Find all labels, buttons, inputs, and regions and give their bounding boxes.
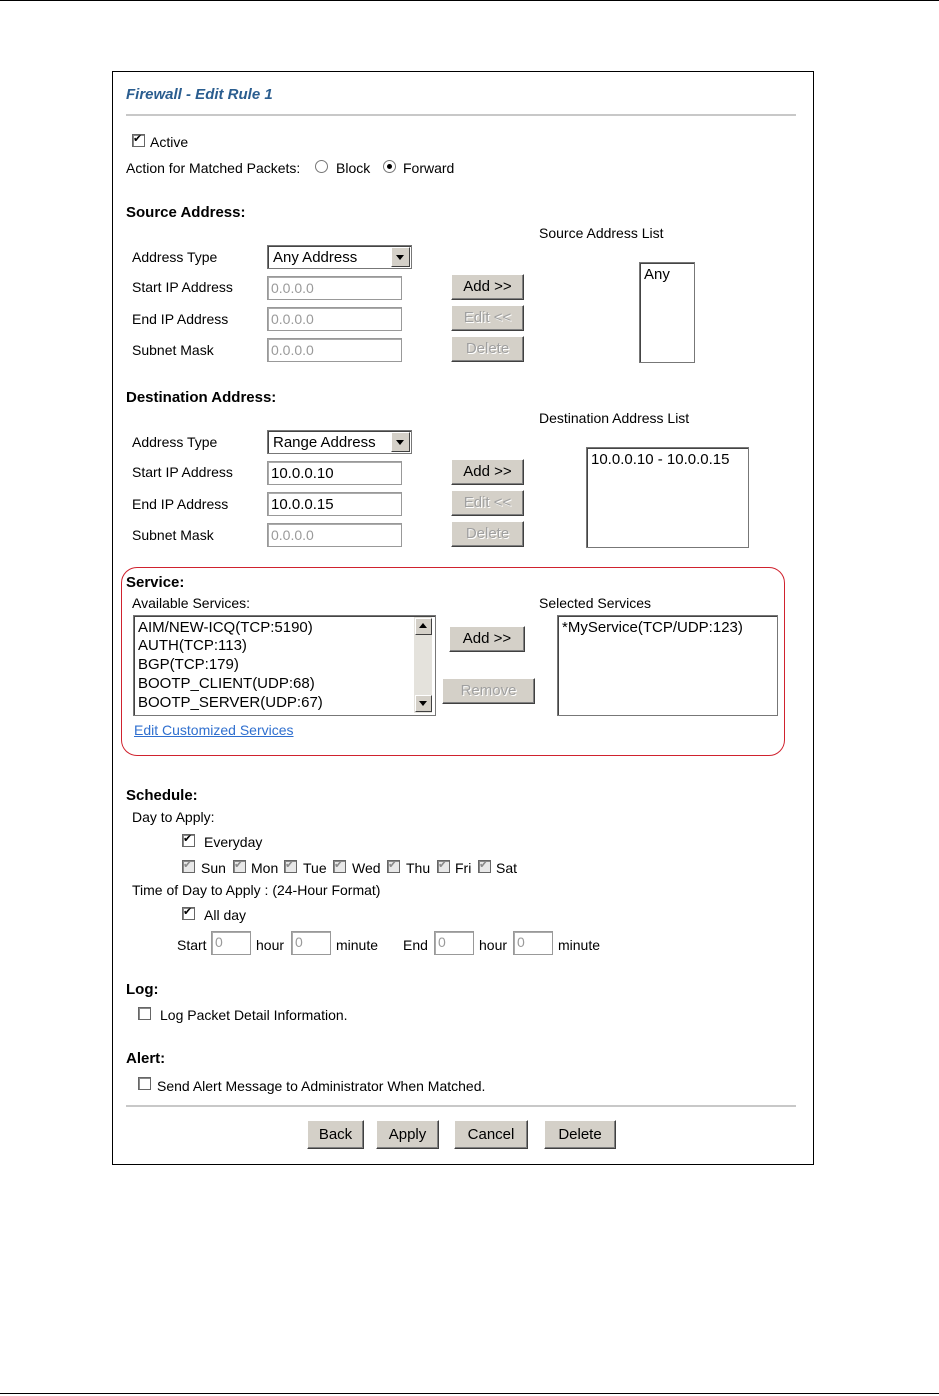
sun-checkbox[interactable] xyxy=(182,860,195,873)
time-of-day-label: Time of Day to Apply : (24-Hour Format) xyxy=(132,882,381,898)
tue-checkbox[interactable] xyxy=(284,860,297,873)
end-hour-input[interactable] xyxy=(434,931,474,955)
alert-heading: Alert: xyxy=(126,1050,166,1067)
destination-subnet-input[interactable] xyxy=(267,523,402,547)
mon-checkbox[interactable] xyxy=(233,860,246,873)
source-subnet-label: Subnet Mask xyxy=(132,342,214,358)
available-services-label: Available Services: xyxy=(132,595,251,611)
available-services-scrollbar[interactable] xyxy=(414,617,432,713)
wed-label: Wed xyxy=(352,860,381,876)
source-start-ip-input[interactable] xyxy=(267,276,402,300)
day-to-apply-label: Day to Apply: xyxy=(132,809,215,825)
end-minute-label: minute xyxy=(558,937,601,953)
chevron-down-icon xyxy=(391,432,410,452)
source-add-button[interactable]: Add >> xyxy=(451,274,524,300)
bottom-divider xyxy=(126,1105,796,1108)
list-item[interactable]: BGP(TCP:179) xyxy=(138,656,239,673)
page-top-rule xyxy=(0,0,939,1)
destination-start-ip-label: Start IP Address xyxy=(132,464,233,480)
destination-subnet-label: Subnet Mask xyxy=(132,527,214,543)
start-minute-label: minute xyxy=(336,937,379,953)
scroll-down-icon[interactable] xyxy=(415,695,432,712)
list-item[interactable]: AUTH(TCP:113) xyxy=(138,637,247,654)
source-address-type-label: Address Type xyxy=(132,249,218,265)
back-button[interactable]: Back xyxy=(307,1120,364,1149)
list-item[interactable]: BOOTP_SERVER(UDP:67) xyxy=(138,694,323,711)
wed-checkbox[interactable] xyxy=(333,860,346,873)
destination-address-type-select[interactable] xyxy=(267,430,412,454)
source-delete-button[interactable]: Delete xyxy=(451,336,524,362)
end-label: End xyxy=(403,937,428,953)
list-item[interactable]: Any xyxy=(644,266,670,283)
list-item[interactable]: 10.0.0.10 - 10.0.0.15 xyxy=(591,451,730,468)
page-bottom-rule xyxy=(0,1393,939,1394)
send-alert-checkbox[interactable] xyxy=(138,1077,151,1090)
source-end-ip-input[interactable] xyxy=(267,307,402,331)
title-divider xyxy=(126,114,796,117)
fri-label: Fri xyxy=(455,860,472,876)
destination-address-heading: Destination Address: xyxy=(126,389,277,406)
source-address-type-select[interactable] xyxy=(267,245,412,269)
source-start-ip-value: 0.0.0.0 xyxy=(271,280,314,296)
end-minute-input[interactable] xyxy=(513,931,553,955)
sun-label: Sun xyxy=(201,860,226,876)
scroll-up-icon[interactable] xyxy=(415,618,432,635)
destination-edit-button[interactable]: Edit << xyxy=(451,490,524,516)
sat-checkbox[interactable] xyxy=(478,860,491,873)
start-hour-input[interactable] xyxy=(211,931,251,955)
destination-start-ip-input[interactable] xyxy=(267,461,402,485)
destination-end-ip-value: 10.0.0.15 xyxy=(271,496,334,513)
active-label: Active xyxy=(150,134,189,150)
log-packet-checkbox[interactable] xyxy=(138,1007,151,1020)
everyday-checkbox[interactable] xyxy=(182,834,195,847)
all-day-label: All day xyxy=(204,907,247,923)
chevron-down-icon xyxy=(391,247,410,267)
thu-checkbox[interactable] xyxy=(387,860,400,873)
everyday-label: Everyday xyxy=(204,834,263,850)
source-address-heading: Source Address: xyxy=(126,204,246,221)
action-label: Action for Matched Packets: xyxy=(126,160,301,176)
list-item[interactable]: BOOTP_CLIENT(UDP:68) xyxy=(138,675,315,692)
thu-label: Thu xyxy=(406,860,431,876)
block-radio[interactable] xyxy=(315,160,328,173)
destination-address-list-label: Destination Address List xyxy=(539,410,690,426)
destination-end-ip-input[interactable] xyxy=(267,492,402,516)
destination-start-ip-value: 10.0.0.10 xyxy=(271,465,334,482)
delete-button[interactable]: Delete xyxy=(544,1120,616,1149)
block-label: Block xyxy=(336,160,371,176)
fri-checkbox[interactable] xyxy=(437,860,450,873)
destination-address-type-value: Range Address xyxy=(273,434,376,451)
service-remove-button[interactable]: Remove xyxy=(442,678,535,704)
selected-services-list[interactable] xyxy=(557,615,778,716)
start-minute-input[interactable] xyxy=(291,931,331,955)
end-hour-label: hour xyxy=(479,937,508,953)
list-item[interactable]: *MyService(TCP/UDP:123) xyxy=(562,619,743,636)
end-minute-value: 0 xyxy=(517,934,525,950)
source-address-list-label: Source Address List xyxy=(539,225,664,241)
destination-address-type-label: Address Type xyxy=(132,434,218,450)
destination-subnet-value: 0.0.0.0 xyxy=(271,527,314,543)
sat-label: Sat xyxy=(496,860,518,876)
log-heading: Log: xyxy=(126,981,159,998)
available-services-list[interactable] xyxy=(133,615,436,716)
start-hour-value: 0 xyxy=(215,934,223,950)
forward-label: Forward xyxy=(403,160,455,176)
tue-label: Tue xyxy=(303,860,327,876)
destination-address-list[interactable] xyxy=(586,447,749,548)
source-edit-button[interactable]: Edit << xyxy=(451,305,524,331)
destination-delete-button[interactable]: Delete xyxy=(451,521,524,547)
list-item[interactable]: AIM/NEW-ICQ(TCP:5190) xyxy=(138,619,313,636)
edit-customized-services-link[interactable]: Edit Customized Services xyxy=(134,722,294,738)
source-end-ip-label: End IP Address xyxy=(132,311,229,327)
source-subnet-input[interactable] xyxy=(267,338,402,362)
cancel-button[interactable]: Cancel xyxy=(454,1120,528,1149)
forward-radio[interactable] xyxy=(383,160,396,173)
source-subnet-value: 0.0.0.0 xyxy=(271,342,314,358)
source-address-type-value: Any Address xyxy=(273,249,358,266)
source-end-ip-value: 0.0.0.0 xyxy=(271,311,314,327)
log-packet-label: Log Packet Detail Information. xyxy=(160,1007,348,1023)
page-title: Firewall - Edit Rule 1 xyxy=(126,86,273,103)
start-label: Start xyxy=(177,937,207,953)
source-address-list[interactable] xyxy=(639,262,695,363)
mon-label: Mon xyxy=(251,860,279,876)
start-hour-label: hour xyxy=(256,937,285,953)
service-heading: Service: xyxy=(126,574,185,591)
schedule-heading: Schedule: xyxy=(126,787,198,804)
end-hour-value: 0 xyxy=(438,934,446,950)
all-day-checkbox[interactable] xyxy=(182,907,195,920)
destination-end-ip-label: End IP Address xyxy=(132,496,229,512)
service-add-button[interactable]: Add >> xyxy=(449,626,525,652)
active-checkbox[interactable] xyxy=(132,134,145,147)
apply-button[interactable]: Apply xyxy=(376,1120,439,1149)
selected-services-label: Selected Services xyxy=(539,595,652,611)
start-minute-value: 0 xyxy=(295,934,303,950)
send-alert-label: Send Alert Message to Administrator When Matched. xyxy=(157,1078,486,1094)
destination-add-button[interactable]: Add >> xyxy=(451,459,524,485)
source-start-ip-label: Start IP Address xyxy=(132,279,233,295)
